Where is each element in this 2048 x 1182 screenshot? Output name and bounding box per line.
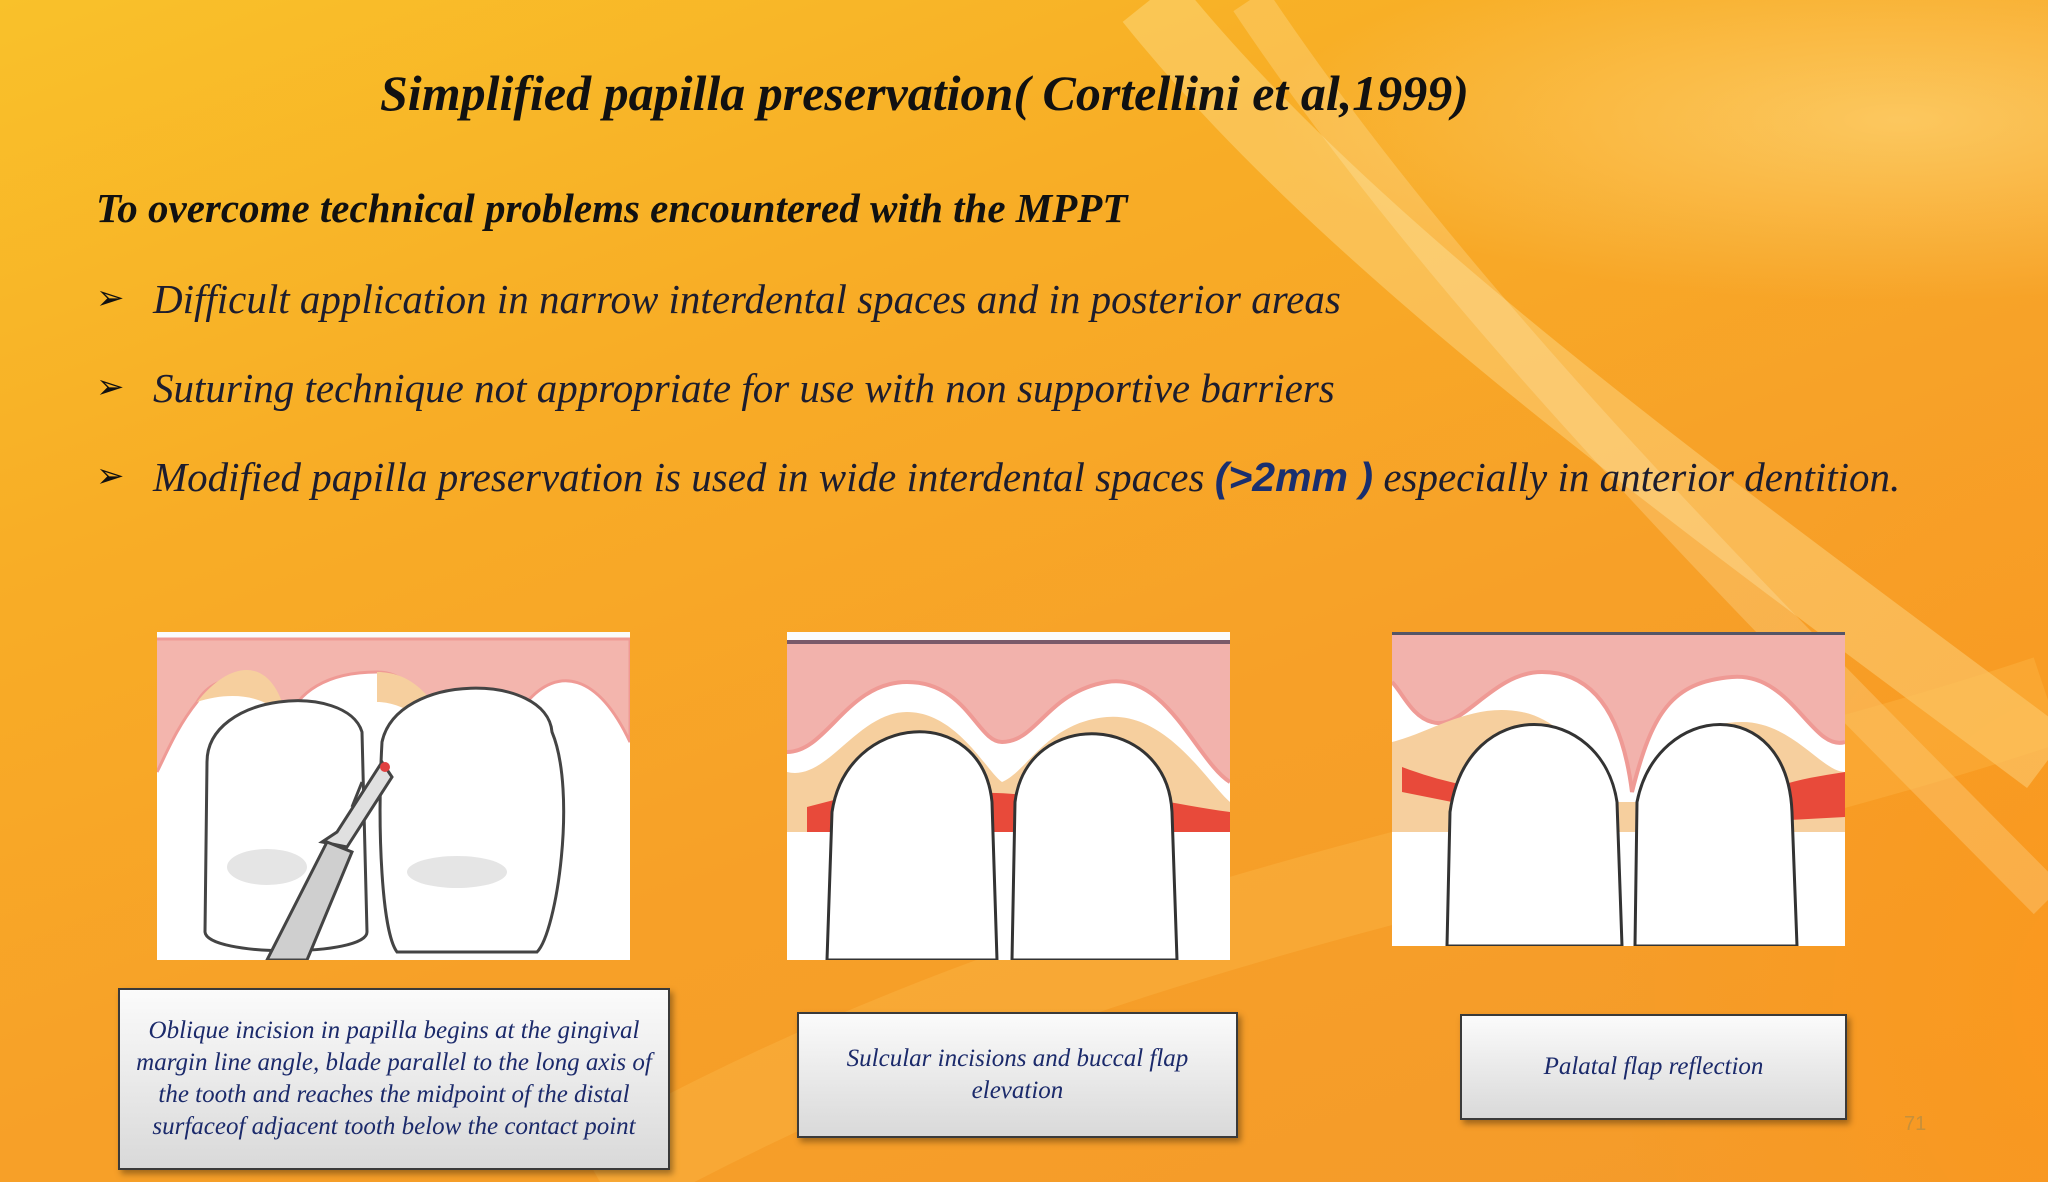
figure-caption: Oblique incision in papilla begins at the gingival margin line angle, blade parallel to the long axis of the tooth and reaches the midpoint of the distal surfaceof adjacent tooth below the contact point (118, 988, 670, 1170)
palatal-flap-illustration (1392, 632, 1845, 946)
page-number: 71 (1904, 1113, 1927, 1135)
incision-illustration (157, 632, 630, 960)
highlight-text: (>2mm ) (1214, 454, 1374, 500)
bullet-item (96, 438, 1953, 516)
intro-text: To overcome technical problems encountered with the MPPT (96, 185, 1128, 231)
bullet-text: Difficult application in narrow interdental spaces and in posterior areas (153, 276, 1341, 322)
arrow-bullet-icon: ➢ (96, 280, 125, 317)
slide-title: Simplified papilla preservation( Cortellini et al,1999) (380, 65, 1469, 121)
bullet-text: Suturing technique not appropriate for use with non supportive barriers (153, 365, 1335, 411)
figure-caption: Palatal flap reflection (1460, 1014, 1847, 1120)
bullet-item (96, 349, 1953, 427)
buccal-flap-illustration (787, 632, 1230, 960)
arrow-bullet-icon: ➢ (96, 458, 125, 495)
bullet-item (96, 260, 1953, 338)
figure-caption: Sulcular incisions and buccal flap elevation (797, 1012, 1238, 1138)
arrow-bullet-icon: ➢ (96, 369, 125, 406)
bullet-text: Modified papilla preservation is used in wide interdental spaces (>2mm ) especially in anterior dentition. (153, 454, 1901, 500)
